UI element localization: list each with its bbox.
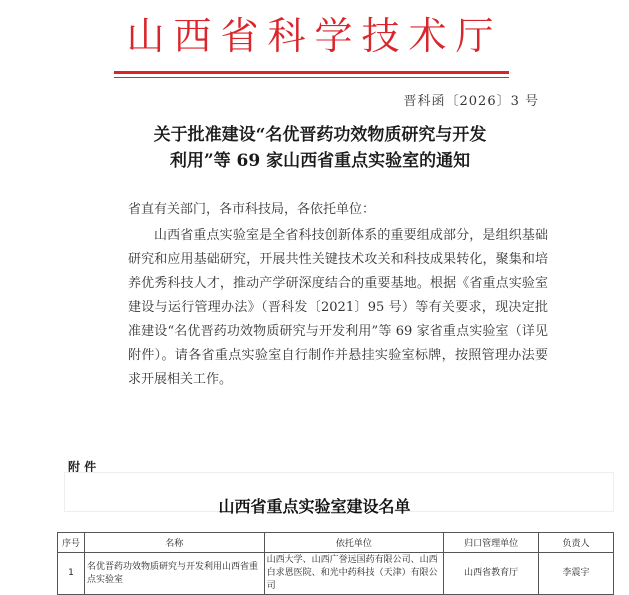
document-number: 晋科函〔2026〕3 号	[403, 94, 539, 109]
lab-list-table	[57, 532, 614, 595]
body-paragraph: 山西省重点实验室是全省科技创新体系的重要组成部分，是组织基础研究和应用基础研究，开展共性关键技术攻关和科技成果转化，聚集和培养优秀科技人才，推动产学研深度结合的重要基地。根据《省重点实验室建设与运行管理办法》（晋科发〔2021〕95 号）等有关要求，现决定批准建设“名优晋药功效物质研究与开发利用”等 69 家省重点实验室（详见附件）。请各省重点实验室自行制作并悬挂实验室标牌，按照管理办法要求开展相关工作。	[128, 228, 548, 387]
document-title-line-1: 关于批准建设“名优晋药功效物质研究与开发	[153, 125, 487, 145]
header-rule-thin	[114, 77, 509, 78]
cell-name: 名优晋药功效物质研究与开发利用山西省重点实验室	[84, 553, 264, 595]
cell-unit: 山西大学、山西广誉远国药有限公司、山西白求恩医院、和光中药科技（天津）有限公司	[264, 553, 444, 595]
column-header-unit: 依托单位	[264, 533, 444, 553]
salutation: 省直有关部门，各市科技局，各依托单位：	[128, 202, 376, 217]
table-title: 山西省重点实验室建设名单	[218, 497, 411, 516]
column-header-name: 名称	[84, 533, 264, 553]
table-header-row	[58, 533, 614, 553]
column-header-seq: 序号	[58, 533, 85, 553]
column-header-manager: 归口管理单位	[444, 533, 539, 553]
document-title-line-2: 利用”等 69 家山西省重点实验室的通知	[169, 151, 471, 171]
attachment-label: 附 件	[68, 460, 97, 474]
cell-seq: 1	[58, 553, 85, 595]
column-header-leader: 负责人	[539, 533, 614, 553]
document-title	[110, 122, 530, 174]
cell-manager: 山西省教育厅	[444, 553, 539, 595]
table-row	[58, 553, 614, 595]
agency-header: 山西省科学技术厅	[126, 14, 503, 58]
cell-leader: 李震宇	[539, 553, 614, 595]
header-rule-thick	[114, 71, 509, 74]
